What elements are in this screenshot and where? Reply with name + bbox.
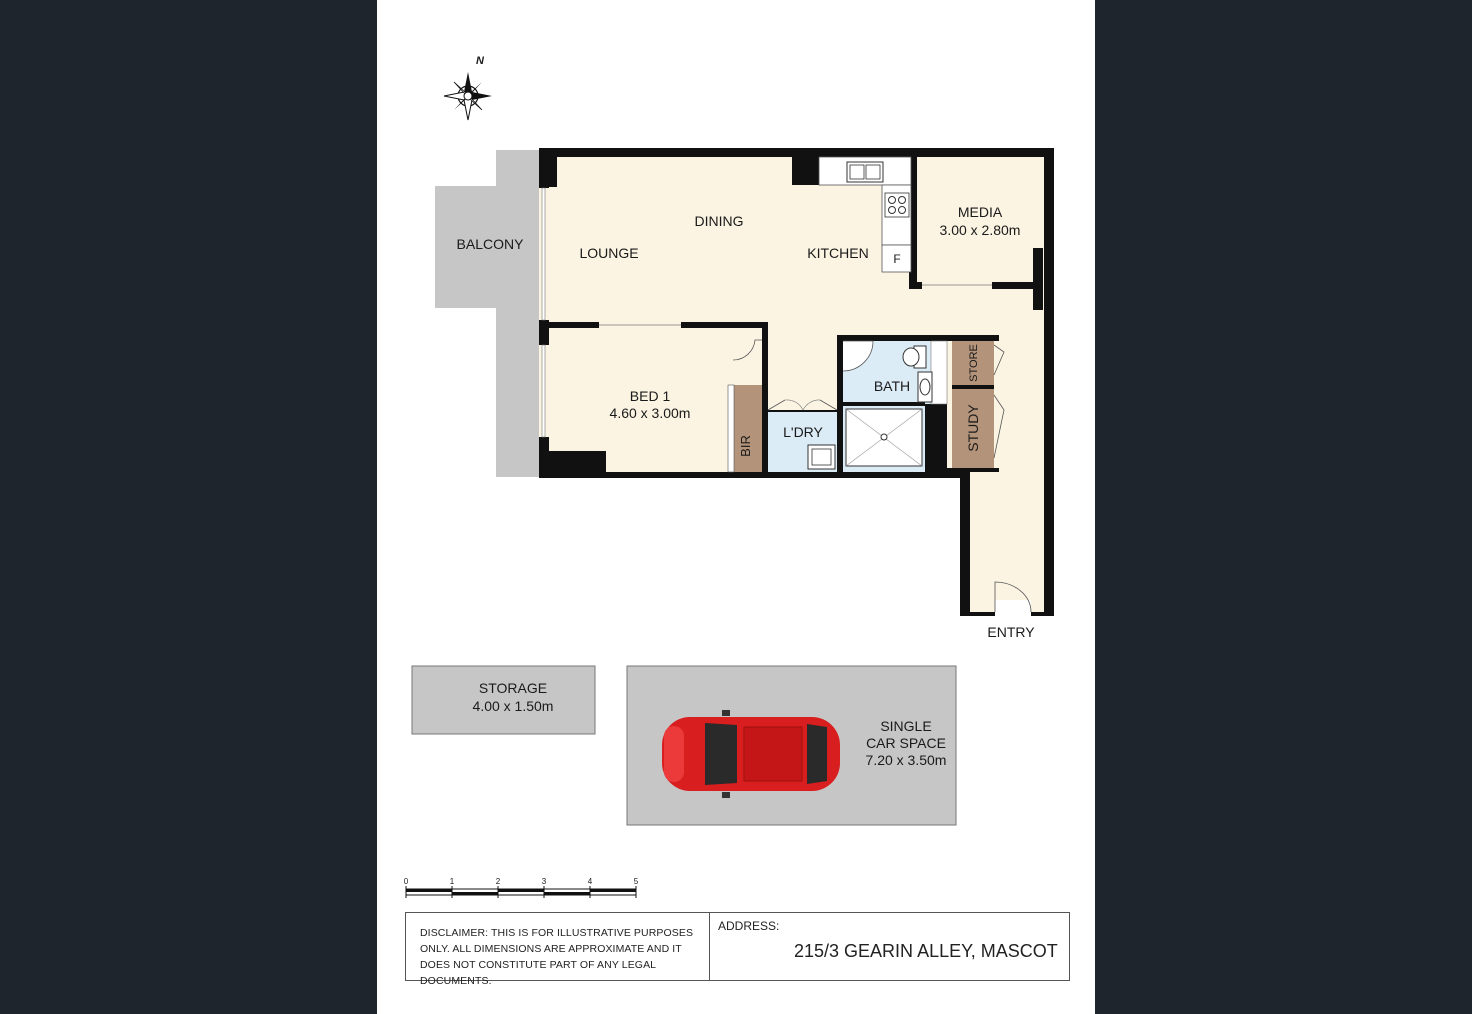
scale-bar xyxy=(406,889,636,895)
label-kitchen: KITCHEN xyxy=(807,245,869,261)
panel-divider xyxy=(709,913,710,980)
entry-floor xyxy=(970,470,1044,612)
label-laundry: L'DRY xyxy=(783,424,823,440)
label-storage-dims: 4.00 x 1.50m xyxy=(472,698,554,714)
compass-north-label: N xyxy=(476,55,484,67)
label-storage: STORAGE xyxy=(478,680,548,696)
info-panel xyxy=(405,912,1070,987)
label-car-line1: SINGLE xyxy=(880,718,932,734)
label-entry: ENTRY xyxy=(987,624,1035,640)
compass-icon xyxy=(444,72,492,120)
floor-plan-sheet xyxy=(377,0,1095,1014)
bir-storage xyxy=(734,385,762,472)
label-media-dims: 3.00 x 2.80m xyxy=(939,222,1021,238)
floor-plan xyxy=(377,0,1095,1014)
scale-tick-label: 4 xyxy=(587,877,593,886)
label-media: MEDIA xyxy=(957,204,1003,220)
label-lounge: LOUNGE xyxy=(579,245,639,261)
address-label: ADDRESS: xyxy=(718,919,780,933)
balcony-strip xyxy=(496,150,539,477)
shower-icon xyxy=(846,409,922,466)
scale-tick-label: 1 xyxy=(449,877,455,886)
scale-tick-label: 5 xyxy=(633,877,639,886)
scale-tick-label: 3 xyxy=(541,877,547,886)
label-study: STUDY xyxy=(965,404,981,452)
label-store: STORE xyxy=(968,344,980,382)
disclaimer-text: DISCLAIMER: THIS IS FOR ILLUSTRATIVE PURPOSES ONLY. ALL DIMENSIONS ARE APPROXIMATE AND IT DOES NOT CONSTITUTE PART OF ANY LEGAL DOCUMENTS. xyxy=(420,927,694,987)
basin-icon xyxy=(918,372,932,402)
label-bed1: BED 1 xyxy=(629,388,671,404)
scale-tick-label: 2 xyxy=(495,877,501,886)
label-car-line2: CAR SPACE xyxy=(866,735,946,751)
label-balcony: BALCONY xyxy=(456,236,524,252)
car-icon xyxy=(662,710,840,798)
label-car-dims: 7.20 x 3.50m xyxy=(865,752,947,768)
cooktop-icon xyxy=(885,193,909,217)
address-value: 215/3 GEARIN ALLEY, MASCOT xyxy=(794,941,1058,961)
label-fridge: F xyxy=(893,252,901,266)
label-bath: BATH xyxy=(873,378,911,394)
toilet-icon xyxy=(903,346,926,368)
scale-tick-label: 0 xyxy=(403,877,409,886)
label-bir: BIR xyxy=(738,435,753,457)
label-dining: DINING xyxy=(694,213,744,229)
label-bed1-dims: 4.60 x 3.00m xyxy=(609,405,691,421)
